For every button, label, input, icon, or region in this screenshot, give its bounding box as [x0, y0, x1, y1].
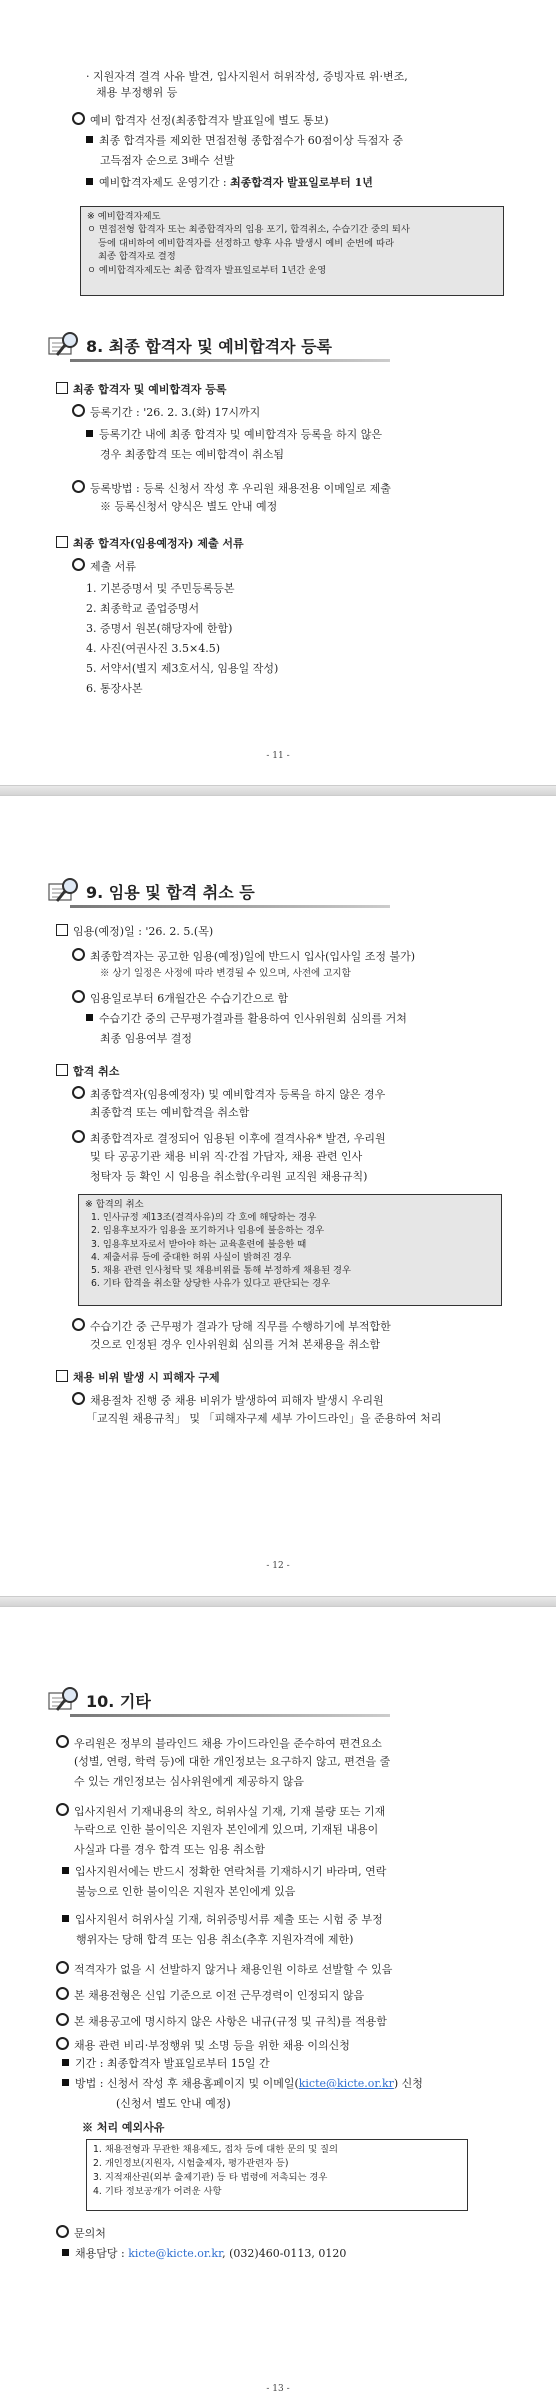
reserve-bullet-1-cont: 고득점자 순으로 3배수 선발: [100, 154, 235, 167]
checkbox-square-icon: [56, 924, 68, 936]
s9-item-5-cont: 것으로 인정된 경우 인사위원회 심의를 거쳐 본채용을 취소함: [90, 1338, 381, 1351]
bullet-circle-icon: [72, 990, 85, 1003]
s8-method-note: ※ 등록신청서 양식은 별도 안내 예정: [100, 500, 278, 513]
bullet-circle-icon: [72, 558, 85, 571]
magnifier-icon: [48, 330, 82, 360]
s9-item-6: 채용절차 진행 중 채용 비위가 발생하여 피해자 발생시 우리원: [72, 1392, 384, 1409]
p3-item-1-cont: (성별, 연령, 학력 등)에 대한 개인정보는 요구하지 않고, 편견을 줄: [74, 1755, 391, 1768]
note-line: 최종 합격자로 결정: [98, 251, 176, 263]
bullet-circle-icon: [56, 1735, 69, 1748]
p3-item-7-bullet: 채용담당 : kicte@kicte.or.kr, (032)460-0113, 0120: [62, 2247, 346, 2262]
bullet-circle-icon: [56, 1987, 69, 2000]
disqualify-reasons-cont: 채용 부정행위 등: [96, 86, 178, 99]
p3-item-4: 본 채용전형은 신입 기준으로 이전 근무경력이 인정되지 않음: [56, 1987, 364, 2004]
checkbox-square-icon: [56, 382, 68, 394]
bullet-circle-icon: [72, 404, 85, 417]
bullet-circle-icon: [56, 2037, 69, 2050]
s9-item-2-bullet: 수습기간 중의 근무평가결과를 활용하여 인사위원회 심의를 거쳐: [86, 1012, 407, 1027]
bullet-circle-icon: [56, 1961, 69, 1974]
p3-item-1: 우리원은 정부의 블라인드 채용 가이드라인을 준수하여 편견요소: [56, 1735, 382, 1752]
checkbox-square-icon: [56, 536, 68, 548]
page-12: [0, 796, 556, 1596]
p3-item-6-bullet-1: 기간 : 최종합격자 발표일로부터 15일 간: [62, 2057, 270, 2072]
s9-item-6-cont: 「교직원 채용규칙」 및 「피해자구제 세부 가이드라인」을 준용하여 처리: [86, 1412, 442, 1425]
bullet-circle-icon: [56, 1803, 69, 1816]
p3-item-2-bullet-2: 입사지원서 허위사실 기재, 허위증빙서류 제출 또는 시험 중 부정: [62, 1913, 383, 1928]
p3-item-6: 채용 관련 비리·부정행위 및 소명 등을 위한 채용 이의신청: [56, 2037, 350, 2054]
exception-item: 1. 채용전형과 무관한 채용제도, 접차 등에 대한 문의 및 질의: [93, 2144, 338, 2155]
note-line: 2. 임용후보자가 임용을 포기하거나 임용에 불응하는 경우: [91, 1225, 325, 1237]
bullet-circle-icon: [56, 2013, 69, 2026]
p3-item-1-cont: 수 있는 개인정보는 심사위원에게 제공하지 않음: [74, 1775, 305, 1788]
s9-item-1-note: ※ 상기 일정은 사정에 따라 변경될 수 있으며, 사전에 고지함: [100, 968, 351, 979]
bullet-circle-icon: [72, 480, 85, 493]
bullet-circle-icon: [72, 948, 85, 961]
doc-list-item: 3. 증명서 원본(해당자에 한함): [86, 622, 233, 635]
bullet-circle-icon: [72, 1130, 85, 1143]
exception-item: 4. 기타 정보공개가 어려운 사항: [93, 2185, 222, 2197]
doc-list-item: 2. 최종학교 졸업증명서: [86, 602, 200, 615]
p3-item-5: 본 채용공고에 명시하지 않은 사항은 내규(규정 및 규칙)를 적용함: [56, 2013, 387, 2030]
section-underline: [70, 1714, 390, 1717]
page-number: - 11 -: [266, 751, 290, 761]
page-number: - 12 -: [266, 1561, 290, 1571]
reserve-item: 예비 합격자 선정(최종합격자 발표일에 별도 통보): [72, 112, 329, 129]
s9-heading-2: 합격 취소: [56, 1064, 119, 1080]
note-line: 등에 대비하여 예비합격자를 선정하고 향후 사유 발생시 예비 순번에 따라: [98, 237, 395, 249]
bullet-square-icon: [86, 1014, 93, 1021]
page-number: - 13 -: [266, 2384, 290, 2394]
bullet-square-icon: [86, 178, 93, 185]
section-underline: [70, 359, 390, 362]
reserve-bullet-1: 최종 합격자를 제외한 면접전형 종합점수가 60점이상 득점자 중: [86, 134, 403, 149]
email-link[interactable]: kicte@kicte.or.kr: [298, 2077, 394, 2090]
s9-item-2: 임용일로부터 6개월간은 수습기간으로 함: [72, 990, 288, 1007]
page-divider: [0, 785, 556, 796]
bullet-square-icon: [62, 2059, 69, 2066]
exception-title: ※ 처리 예외사유: [82, 2121, 165, 2134]
doc-list-item: 4. 사진(여권사진 3.5×4.5): [86, 642, 221, 655]
note-title: ※ 예비합격자제도: [87, 211, 161, 222]
bullet-square-icon: [62, 1867, 69, 1874]
s8-method: 등록방법 : 등록 신청서 작성 후 우리원 채용전용 이메일로 제출: [72, 480, 391, 497]
bullet-circle-icon: [72, 112, 85, 125]
s8-period: 등록기간 : '26. 2. 3.(화) 17시까지: [72, 404, 260, 421]
s9-heading-3: 채용 비위 발생 시 피해자 구제: [56, 1370, 220, 1386]
note-line: ㅇ 면접전형 합격자 또는 최종합격자의 임용 포기, 합격취소, 수습기간 중의 퇴사: [87, 224, 410, 236]
page-13: [0, 1607, 556, 2408]
cancel-note-box: [78, 1194, 502, 1306]
bullet-circle-icon: [56, 2225, 69, 2238]
p3-item-2-bullet-1-cont: 불능으로 인한 불이익은 지원자 본인에게 있음: [76, 1885, 296, 1898]
section-8-title: 8. 최종 합격자 및 예비합격자 등록: [86, 337, 332, 356]
note-line: ㅇ 예비합격자제도는 최종 합격자 발표일로부터 1년간 운영: [87, 264, 327, 276]
doc-list-item: 6. 통장사본: [86, 682, 143, 695]
doc-list-item: 1. 기본증명서 및 주민등록등본: [86, 582, 235, 595]
bullet-square-icon: [62, 1915, 69, 1922]
p3-item-6-bullet-2-cont: (신청서 별도 안내 예정): [116, 2097, 231, 2110]
checkbox-square-icon: [56, 1370, 68, 1382]
p3-item-2-bullet-1: 입사지원서에는 반드시 정확한 연락처를 기재하시기 바라며, 연락: [62, 1865, 386, 1880]
magnifier-icon: [48, 876, 82, 906]
note-line: 6. 기타 합격을 취소할 상당한 사유가 있다고 판단되는 경우: [91, 1278, 331, 1290]
page-11: [0, 0, 556, 785]
bullet-circle-icon: [72, 1318, 85, 1331]
page-divider: [0, 1596, 556, 1607]
s9-item-3-cont: 최종합격 또는 예비합격을 취소함: [90, 1106, 250, 1119]
checkbox-square-icon: [56, 1064, 68, 1076]
disqualify-reasons: · 지원자격 결격 사유 발견, 입사지원서 허위작성, 증빙자료 위·변조,: [86, 70, 408, 83]
s8-period-bullet-cont: 경우 최종합격 또는 예비합격이 취소됨: [100, 448, 285, 461]
p3-item-2-cont: 누락으로 인한 불이익은 지원자 본인에게 있으며, 기재된 내용이: [74, 1823, 379, 1836]
s8-period-bullet: 등록기간 내에 최종 합격자 및 예비합격자 등록을 하지 않은: [86, 428, 382, 443]
bullet-square-icon: [62, 2079, 69, 2086]
bullet-square-icon: [62, 2249, 69, 2256]
p3-item-3: 적격자가 없을 시 선발하지 않거나 채용인원 이하로 선발할 수 있음: [56, 1961, 392, 1978]
p3-item-7: 문의처: [56, 2225, 106, 2242]
reserve-note-box: [80, 206, 504, 296]
magnifier-icon: [48, 1685, 82, 1715]
reserve-bullet-2: 예비합격자제도 운영기간 : 최종합격자 발표일로부터 1년: [86, 176, 373, 191]
note-line: 5. 채용 관련 인사청탁 및 채용비위를 통해 부정하게 채용된 경우: [91, 1264, 351, 1276]
section-underline: [70, 905, 390, 908]
note-line: 1. 인사규정 제13조(결격사유)의 각 호에 해당하는 경우: [91, 1212, 317, 1224]
s8-heading-1: 최종 합격자 및 예비합격자 등록: [56, 382, 226, 398]
exception-box: [86, 2139, 468, 2211]
bullet-circle-icon: [72, 1392, 85, 1405]
doc-list-item: 5. 서약서(별지 제3호서식, 임용일 작성): [86, 662, 279, 675]
s8-docs-label: 제출 서류: [72, 558, 136, 575]
s9-item-1: 최종합격자는 공고한 임용(예정)일에 반드시 입사(입사일 조정 불가): [72, 948, 415, 965]
note-title: ※ 합격의 취소: [85, 1199, 144, 1210]
section-9-title: 9. 임용 및 합격 취소 등: [86, 883, 255, 902]
s9-item-2-bullet-cont: 최종 임용여부 결정: [100, 1032, 193, 1045]
p3-item-2: 입사지원서 기재내용의 착오, 허위사실 기재, 기재 불량 또는 기재: [56, 1803, 385, 1820]
contact-email[interactable]: kicte@kicte.or.kr: [128, 2247, 223, 2260]
bullet-square-icon: [86, 136, 93, 143]
s9-item-4: 최종합격자로 결정되어 임용된 이후에 결격사유* 발견, 우리원: [72, 1130, 386, 1147]
s9-item-4-cont: 및 타 공공기관 채용 비위 직·간접 가담자, 채용 관련 인사: [90, 1150, 363, 1163]
s9-item-4-cont: 청탁자 등 확인 시 임용을 취소함(우리원 교직원 채용규칙): [90, 1170, 368, 1183]
p3-item-2-bullet-2-cont: 행위자는 당해 합격 또는 임용 취소(추후 지원자격에 제한): [76, 1933, 354, 1946]
p3-item-2-cont: 사실과 다를 경우 합격 또는 임용 취소함: [74, 1843, 265, 1856]
bullet-square-icon: [86, 430, 93, 437]
note-line: 4. 제출서류 등에 중대한 허위 사실이 밝혀진 경우: [91, 1251, 292, 1263]
p3-item-6-bullet-2: 방법 : 신청서 작성 후 채용홈페이지 및 이메일(kicte@kicte.or.kr) 신청: [62, 2077, 423, 2092]
bullet-circle-icon: [72, 1086, 85, 1099]
note-line: 3. 임용후보자로서 받아야 하는 교육훈련에 불응한 때: [91, 1238, 307, 1250]
section-10-title: 10. 기타: [86, 1692, 151, 1711]
exception-item: 2. 개인정보(지원자, 시험출제자, 평가관련자 등): [93, 2157, 289, 2169]
s9-item-3: 최종합격자(임용예정자) 및 예비합격자 등록을 하지 않은 경우: [72, 1086, 385, 1103]
s8-heading-2: 최종 합격자(임용예정자) 제출 서류: [56, 536, 244, 552]
exception-item: 3. 지적재산권(외부 출제기관) 등 타 법령에 저촉되는 경우: [93, 2171, 328, 2183]
s9-item-5: 수습기간 중 근무평가 결과가 당해 직무를 수행하기에 부적합한: [72, 1318, 391, 1335]
s9-heading-1: 임용(예정)일 : '26. 2. 5.(목): [56, 924, 213, 940]
